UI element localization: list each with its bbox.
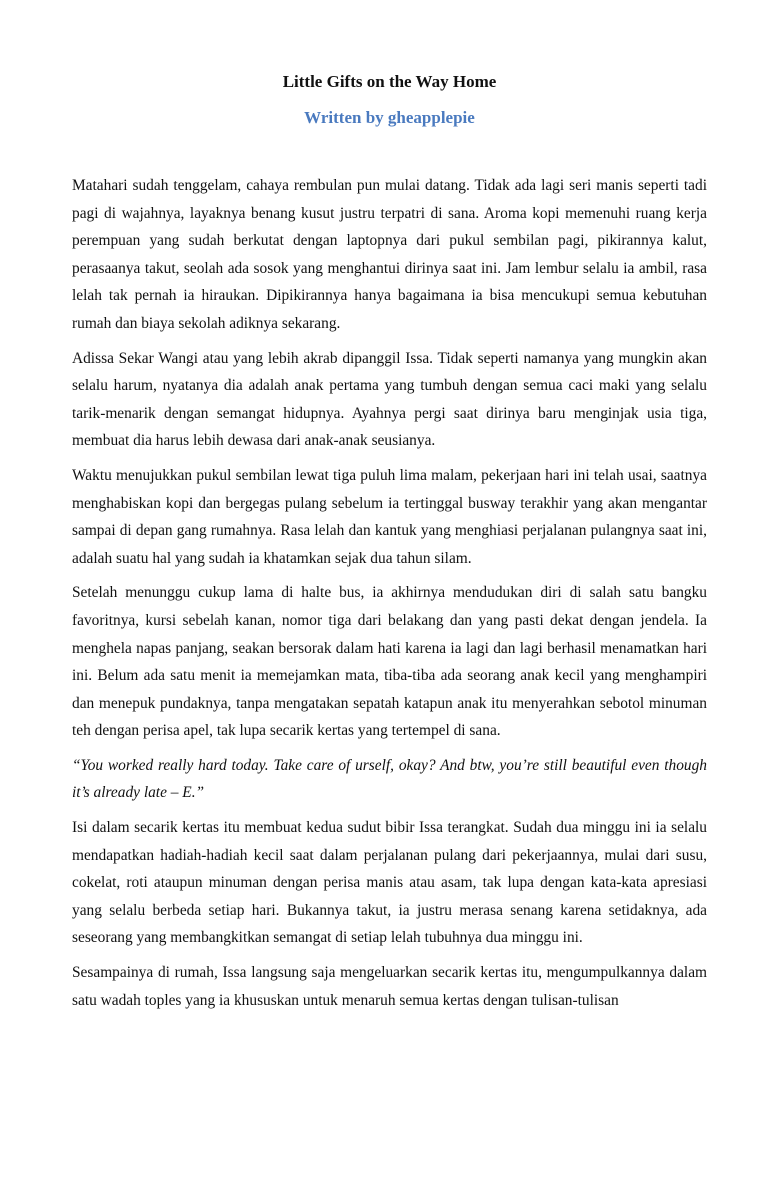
- paragraph-1: Matahari sudah tenggelam, cahaya rembulan pun mulai datang. Tidak ada lagi seri manis seperti tadi pagi di wajahnya, layaknya benang kusut justru terpatri di sana. Aroma kopi memenuhi ruang kerja perempuan yang sudah berkutat dengan laptopnya dari pukul sembilan pagi, pikirannya kalut, perasaanya takut, seolah ada sosok yang menghantui dirinya saat ini. Jam lembur selalu ia ambil, rasa lelah tak pernah ia hiraukan. Dipikirannya hanya bagaimana ia bisa mencukupi semua kebutuhan rumah dan biaya sekolah adiknya sekarang.: [72, 177, 707, 332]
- document-title: Little Gifts on the Way Home: [282, 72, 497, 91]
- paragraph-6: Sesampainya di rumah, Issa langsung saja mengeluarkan secarik kertas itu, mengumpulkannya dalam satu wadah toples yang ia khususkan untuk menaruh semua kertas dengan tulisan-tulisan: [72, 964, 707, 1009]
- paragraph-5: Isi dalam secarik kertas itu membuat kedua sudut bibir Issa terangkat. Sudah dua minggu ini ia selalu mendapatkan hadiah-hadiah kecil saat dalam perjalanan pulang dari pekerjaannya, mulai dari susu, cokelat, roti ataupun minuman dengan perisa manis atau asam, tak lupa dengan kata-kata apresiasi yang selalu berbeda setiap hari. Bukannya takut, ia justru merasa senang karena setidaknya, ada seseorang yang membangkitkan semangat di setiap lelah tubuhnya dua minggu ini.: [72, 819, 707, 947]
- document-author: Written by gheapplepie: [304, 108, 475, 127]
- paragraph-3: Waktu menujukkan pukul sembilan lewat tiga puluh lima malam, pekerjaan hari ini telah usai, saatnya menghabiskan kopi dan bergegas pulang sebelum ia tertinggal busway terakhir yang akan mengantar sampai di depan gang rumahnya. Rasa lelah dan kantuk yang menghiasi perjalanan pulangnya saat ini, adalah suatu hal yang sudah ia khatamkan sejak dua tahun silam.: [72, 466, 707, 567]
- paragraph-4: Setelah menunggu cukup lama di halte bus, ia akhirnya mendudukan diri di salah satu bangku favoritnya, kursi sebelah kanan, nomor tiga dari belakang dan yang pasti dekat dengan jendela. Ia menghela napas panjang, seakan bersorak dalam hati karena ia lagi dan lagi berhasil menamatkan hari ini. Belum ada satu menit ia memejamkan mata, tiba-tiba ada seorang anak kecil yang menghampiri dan menepuk pundaknya, tanpa mengatakan sepatah katapun anak itu menyerahkan sebotol minuman teh dengan perisa apel, tak lupa secarik kertas yang tertempel di sana.: [72, 584, 707, 740]
- paragraph-2: Adissa Sekar Wangi atau yang lebih akrab dipanggil Issa. Tidak seperti namanya yang mungkin akan selalu harum, nyatanya dia adalah anak pertama yang tumbuh dengan semua caci maki yang selalu tarik-menarik dengan semangat hidupnya. Ayahnya pergi saat dirinya baru menginjak usia tiga, membuat dia harus lebih dewasa dari anak-anak seusianya.: [72, 349, 707, 450]
- note-quote: “You worked really hard today. Take care of urself, okay? And btw, you’re still beautiful even though it’s already late – E.”: [72, 756, 707, 802]
